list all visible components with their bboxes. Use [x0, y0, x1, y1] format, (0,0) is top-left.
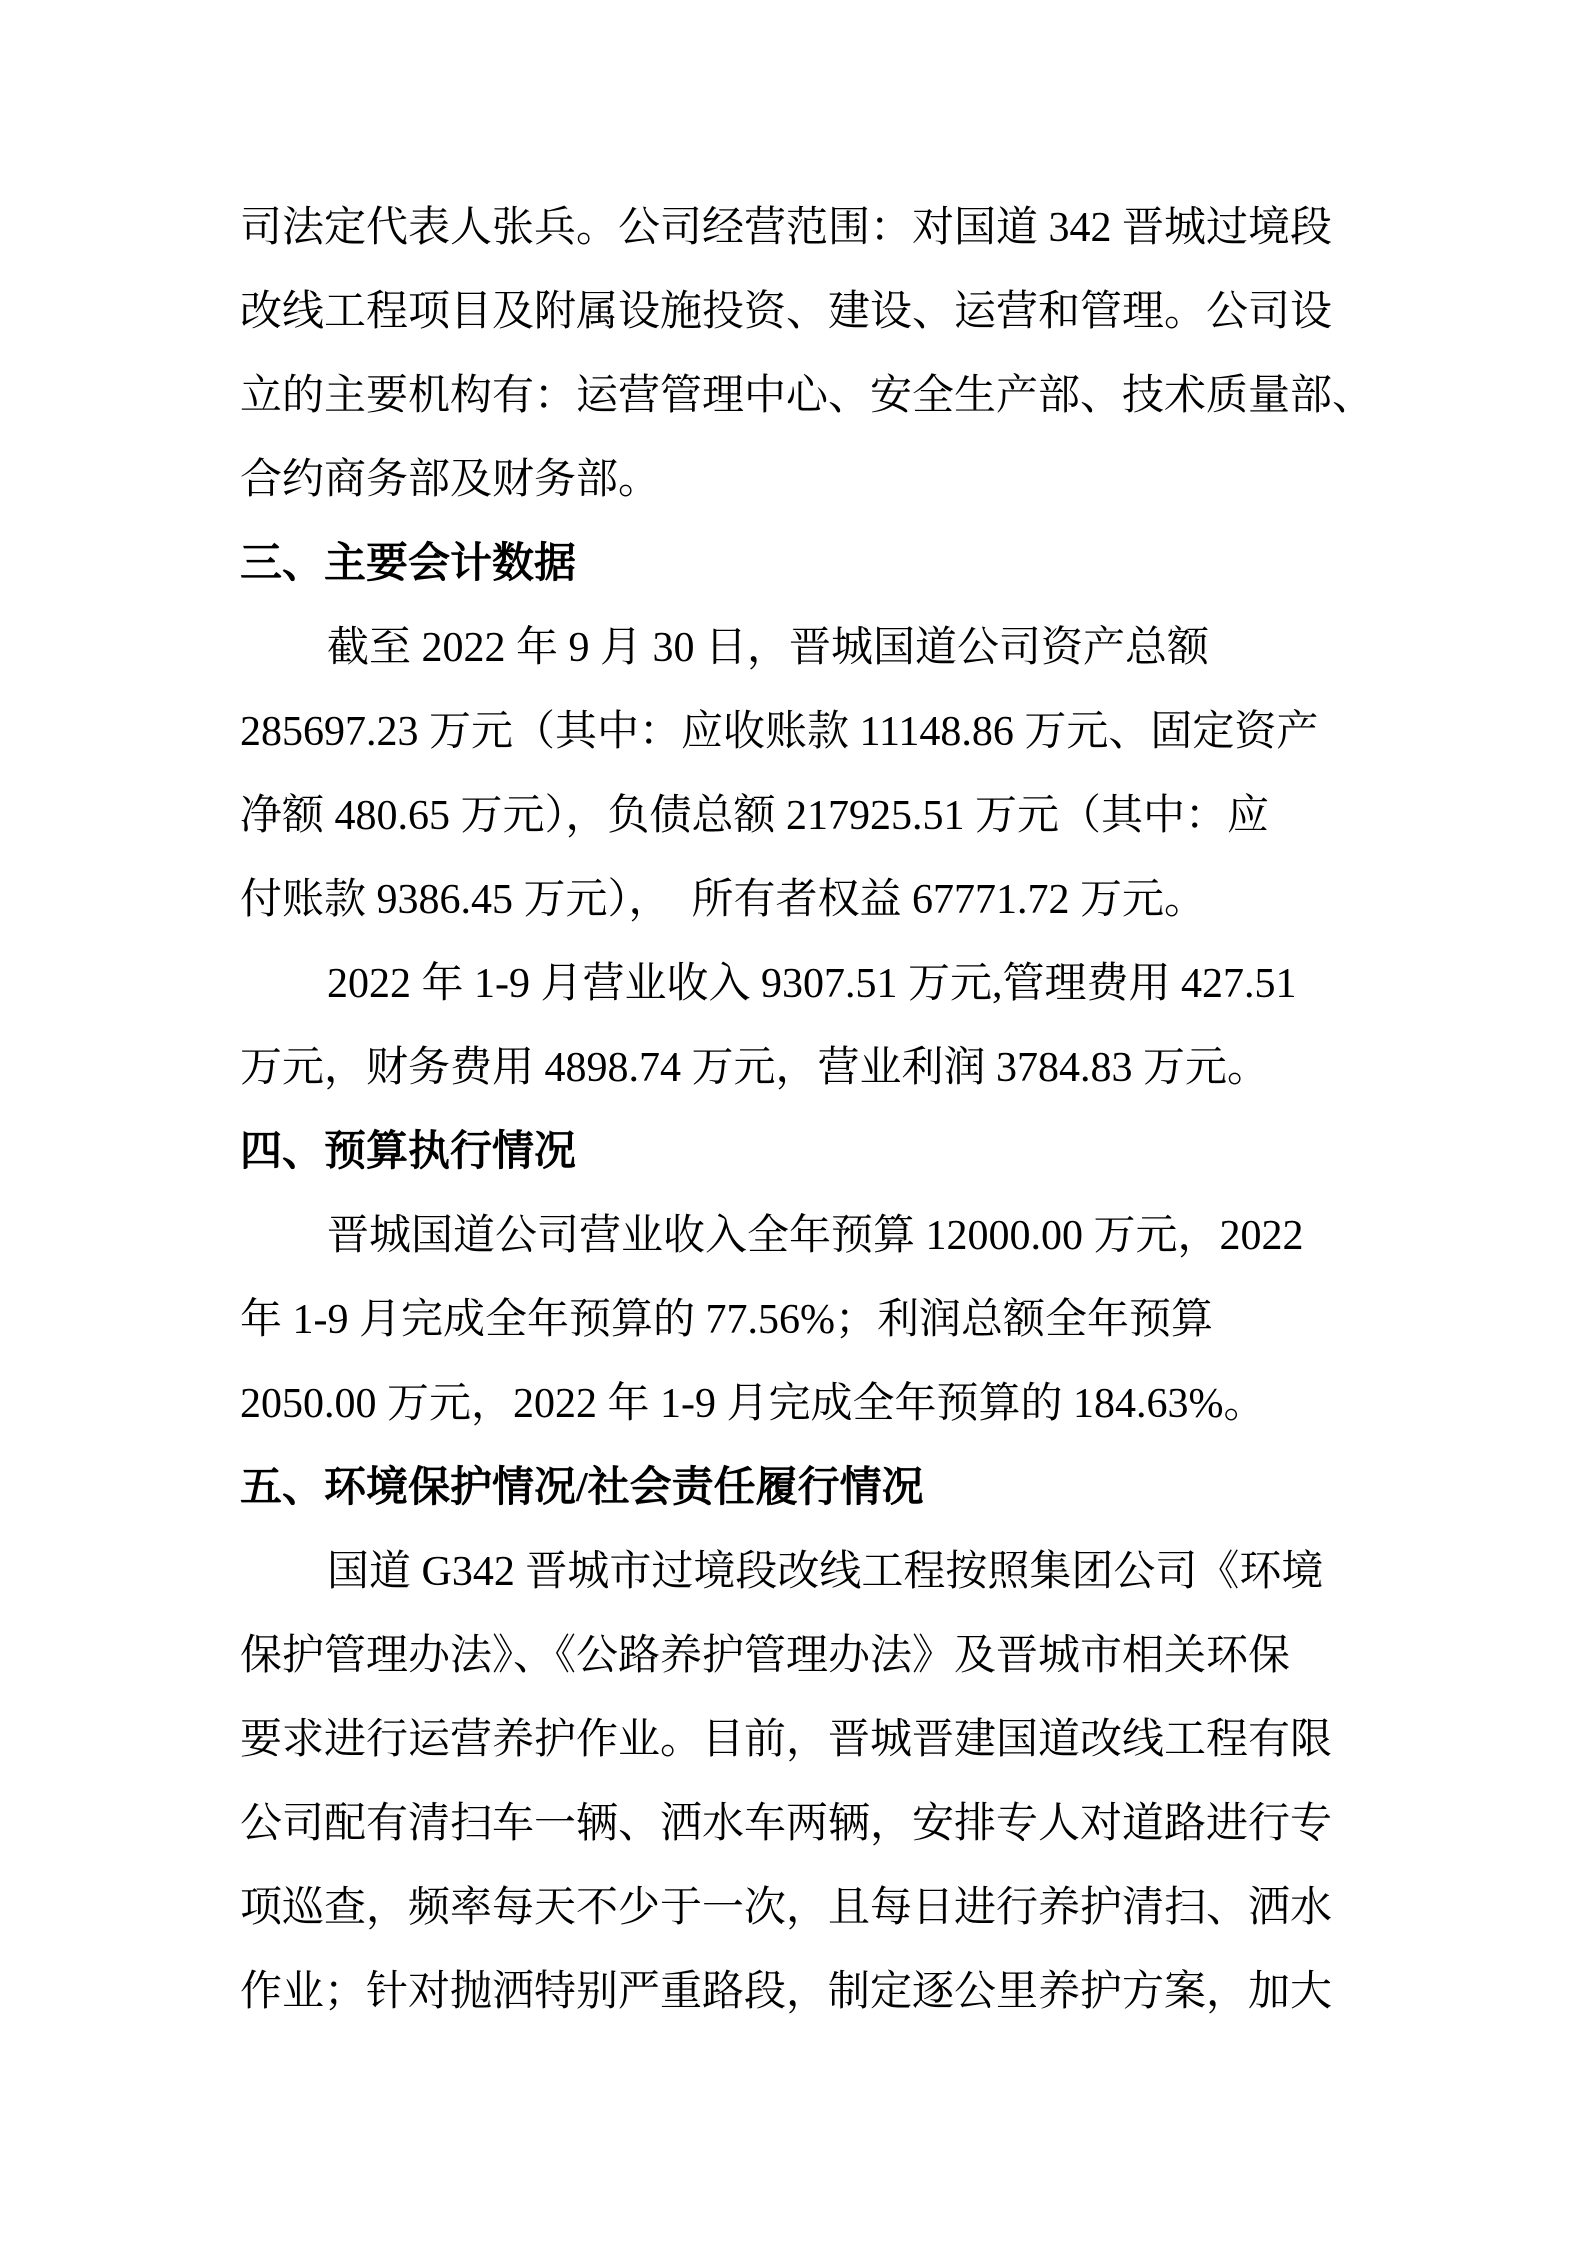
- paragraph-line: 2022 年 1-9 月营业收入 9307.51 万元,管理费用 427.51: [327, 961, 1297, 1007]
- paragraph-line: 司法定代表人张兵。公司经营范围：对国道 342 晋城过境段: [240, 205, 1333, 251]
- paragraph-line: 2050.00 万元，2022 年 1-9 月完成全年预算的 184.63%。: [240, 1381, 1266, 1427]
- paragraph-line: 改线工程项目及附属设施投资、建设、运营和管理。公司设: [240, 289, 1333, 335]
- paragraph-line: 付账款 9386.45 万元）， 所有者权益 67771.72 万元。: [240, 877, 1207, 923]
- paragraph-line: 合约商务部及财务部。: [240, 457, 661, 503]
- section-heading-budget: 四、预算执行情况: [240, 1129, 577, 1175]
- paragraph-line: 作业；针对抛洒特别严重路段，制定逐公里养护方案，加大: [240, 1969, 1333, 2015]
- paragraph-line: 截至 2022 年 9 月 30 日，晋城国道公司资产总额: [327, 625, 1210, 671]
- paragraph-line: 晋城国道公司营业收入全年预算 12000.00 万元，2022: [327, 1213, 1304, 1259]
- document-body: [240, 186, 1400, 2034]
- paragraph-line: 立的主要机构有：运营管理中心、安全生产部、技术质量部、: [240, 373, 1375, 419]
- paragraph-line: 项巡查，频率每天不少于一次，且每日进行养护清扫、洒水: [240, 1885, 1333, 1931]
- paragraph-line: 保护管理办法》、《公路养护管理办法》及晋城市相关环保: [240, 1633, 1291, 1679]
- section-heading-environment: 五、环境保护情况/社会责任履行情况: [240, 1465, 924, 1511]
- section-heading-accounting: 三、主要会计数据: [240, 541, 577, 587]
- paragraph-line: 万元，财务费用 4898.74 万元，营业利润 3784.83 万元。: [240, 1045, 1270, 1091]
- paragraph-line: 要求进行运营养护作业。目前，晋城晋建国道改线工程有限: [240, 1717, 1333, 1763]
- paragraph-line: 国道 G342 晋城市过境段改线工程按照集团公司《环境: [327, 1549, 1324, 1595]
- paragraph-line: 净额 480.65 万元），负债总额 217925.51 万元（其中：应: [240, 793, 1270, 839]
- paragraph-line: 公司配有清扫车一辆、洒水车两辆，安排专人对道路进行专: [240, 1801, 1333, 1847]
- paragraph-line: 年 1-9 月完成全年预算的 77.56%；利润总额全年预算: [240, 1297, 1213, 1343]
- paragraph-line: 285697.23 万元（其中：应收账款 11148.86 万元、固定资产: [240, 709, 1319, 755]
